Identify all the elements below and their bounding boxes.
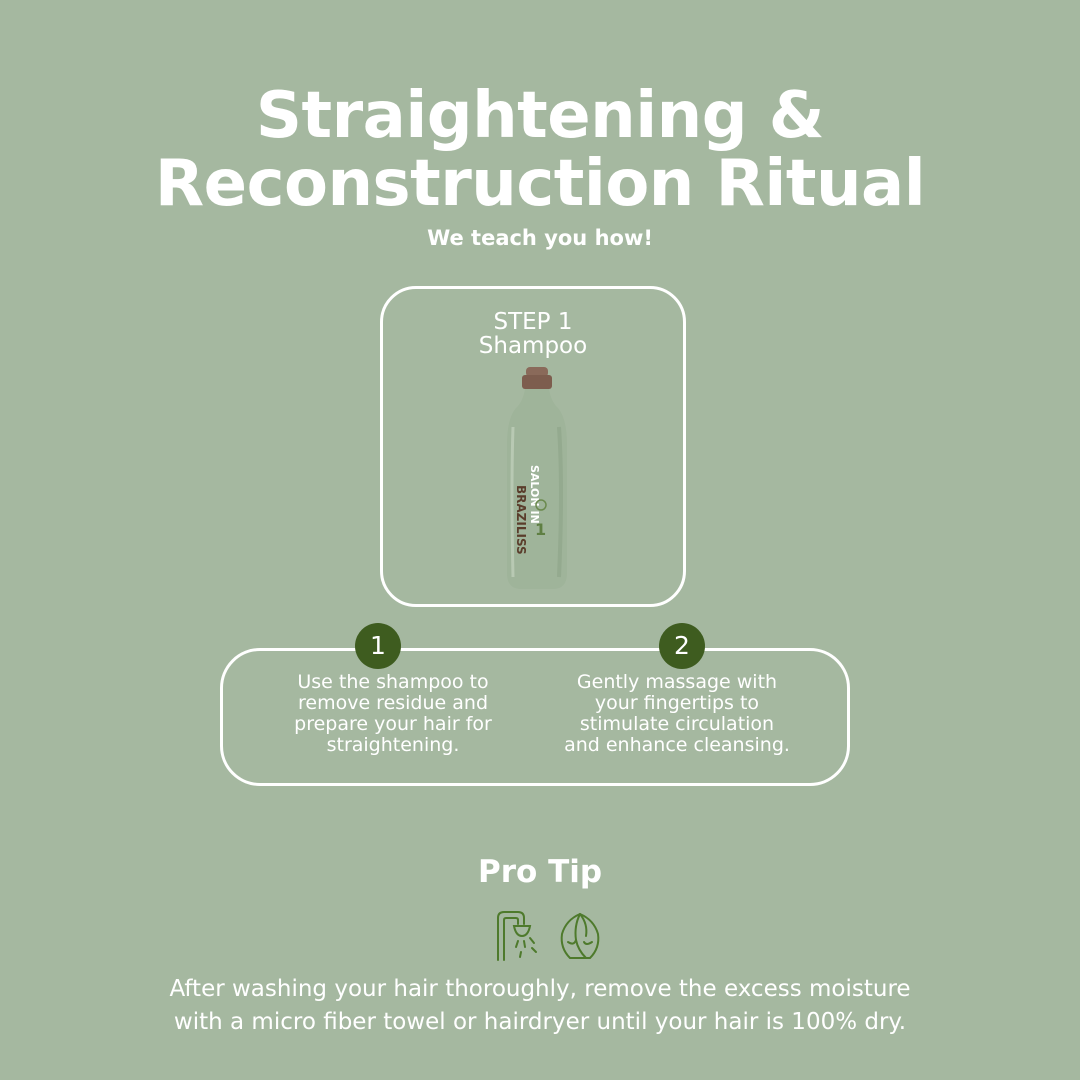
pro-tip-line2: with a micro fiber towel or hairdryer until your hair is 100% dry. [173, 1009, 907, 1035]
instruction-text-2: Gently massage with your fingertips to stimulate circulation and enhance cleansing. [564, 671, 790, 756]
pro-tip-line1: After washing your hair thoroughly, remove the excess moisture [169, 976, 911, 1002]
page-title-line1: Straightening & [255, 79, 825, 153]
pro-tip-text [0, 973, 1080, 1039]
shower-icon [498, 912, 536, 960]
product-name-text: BRAZILISS [514, 485, 528, 555]
step-name: Shampoo [478, 333, 588, 359]
step-badge-1: 1 [355, 623, 401, 669]
hair-towel-icon [562, 914, 599, 958]
instruction-text-1: Use the shampoo to remove residue and prepare your hair for straightening. [294, 671, 492, 756]
product-brand-logo: SALON IN [528, 465, 541, 524]
step-label: STEP 1 [493, 309, 573, 335]
product-step-number: 1 [535, 520, 547, 539]
pro-tip-heading: Pro Tip [477, 854, 603, 890]
step-badge-2: 2 [659, 623, 705, 669]
pro-tip-icons [494, 910, 606, 962]
step-card [380, 286, 686, 607]
page-title-line2: Reconstruction Ritual [154, 147, 926, 221]
page-subtitle: We teach you how! [427, 226, 653, 250]
product-bottle-image [501, 367, 573, 597]
